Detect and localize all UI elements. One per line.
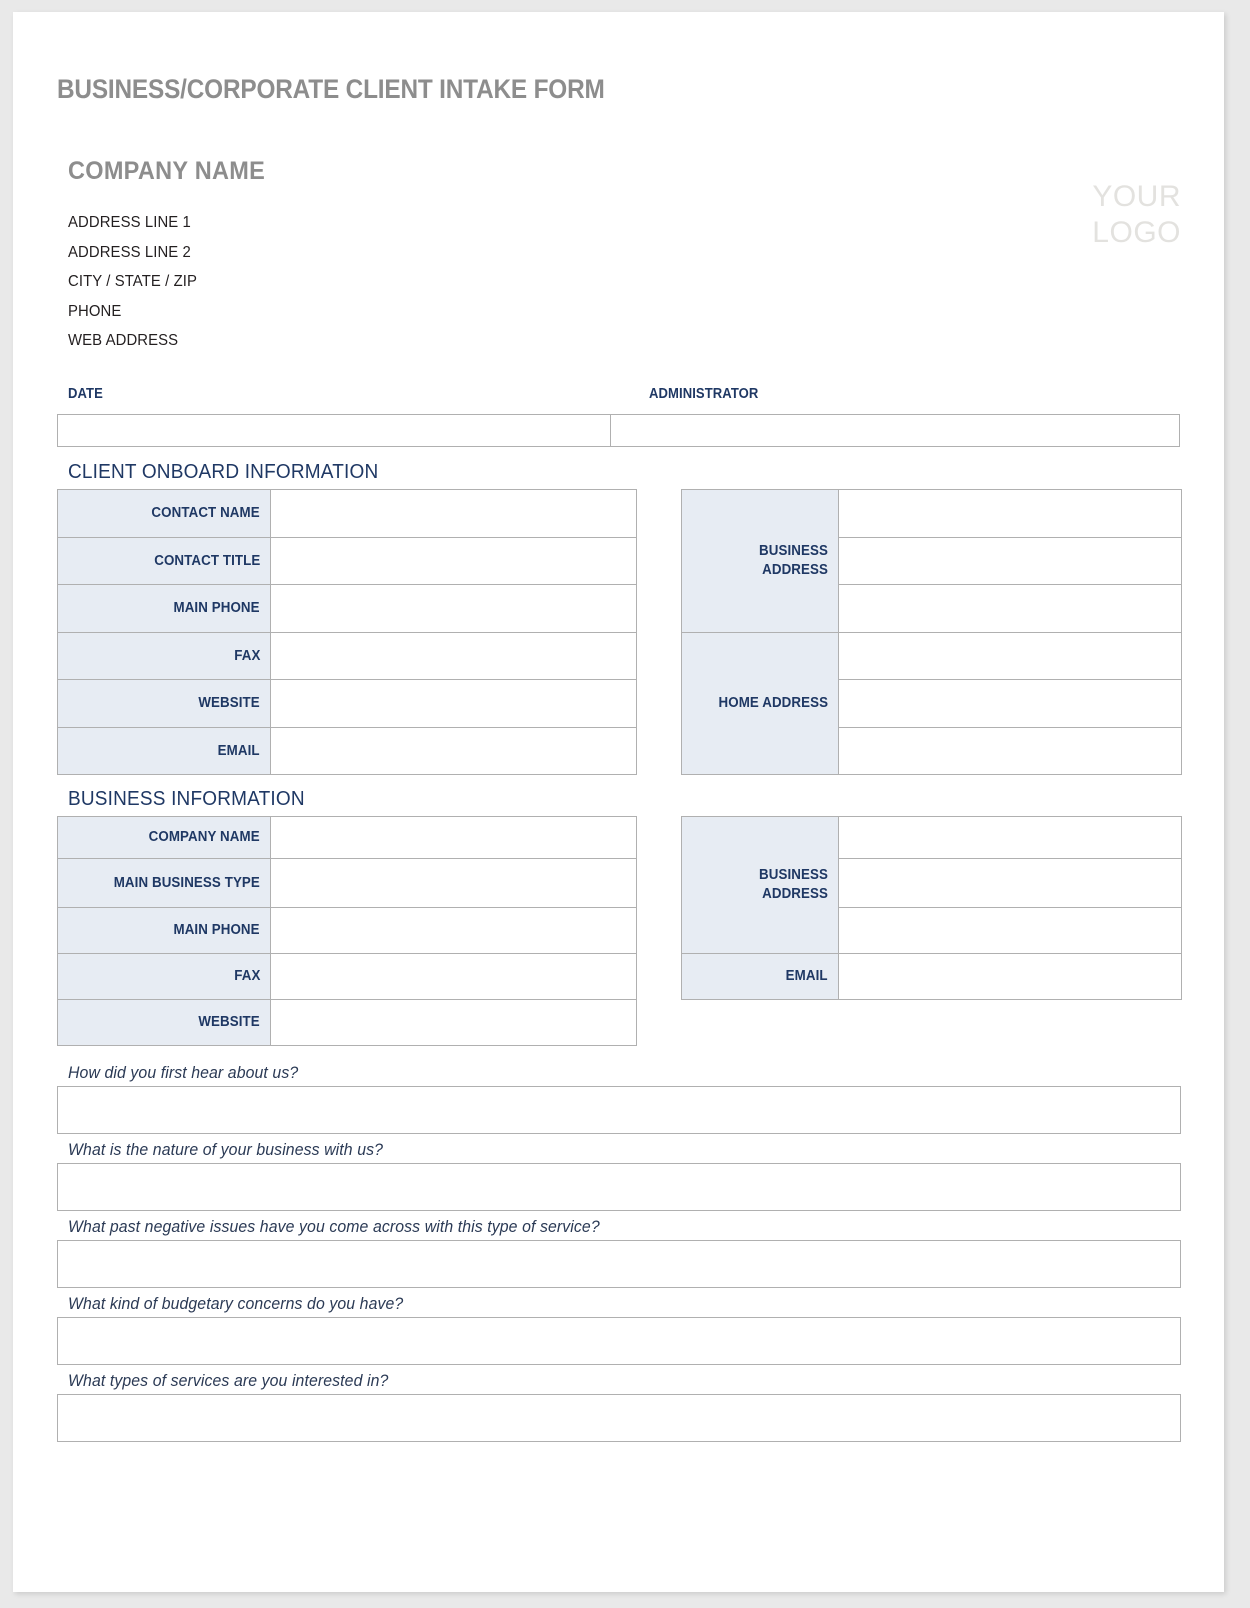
field-input-email[interactable] [270,727,637,775]
field-input-business-address-line-3[interactable] [838,584,1182,633]
table-gutter [636,727,681,774]
date-label: DATE [68,386,103,402]
field-input-home-address-line-2[interactable] [838,679,1182,728]
letterhead-block [57,157,1181,387]
field-input-main-business-type[interactable] [270,858,637,908]
question-label-how-did-you-hear: How did you first hear about us? [68,1064,299,1082]
table-gutter [636,489,681,537]
section-heading-business-information: BUSINESS INFORMATION [68,788,305,810]
field-label-main-phone: MAIN PHONE [57,584,271,633]
field-label-home-address: HOME ADDRESS [681,632,839,775]
question-label-budgetary-concerns: What kind of budgetary concerns do you have? [68,1295,404,1313]
field-input-email[interactable] [838,953,1182,1000]
field-input-fax[interactable] [270,953,637,1000]
table-gutter [636,999,681,1045]
section-heading-client-onboard: CLIENT ONBOARD INFORMATION [68,461,379,483]
logo-placeholder [1092,179,1181,251]
question-item [57,1218,1181,1288]
meta-row-labels [57,386,1181,408]
question-answer-how-did-you-hear[interactable] [57,1086,1181,1134]
question-item [57,1295,1181,1365]
company-name-placeholder: COMPANY NAME [68,157,266,185]
meta-row-fields [57,414,1181,447]
field-input-home-address-line-3[interactable] [838,727,1182,775]
table-gutter [636,858,681,907]
field-input-fax[interactable] [270,632,637,680]
page-content [57,74,1181,1442]
field-label-company-name: COMPANY NAME [57,816,271,859]
field-input-business-address-line-1[interactable] [838,489,1182,538]
page-title: BUSINESS/CORPORATE CLIENT INTAKE FORM [57,74,605,104]
field-label-fax: FAX [57,953,271,1000]
document-page [13,12,1224,1592]
field-input-contact-title[interactable] [270,537,637,585]
table-gutter [636,584,681,632]
question-label-services-interested-in: What types of services are you interested in? [68,1372,389,1390]
web-address-line: WEB ADDRESS [68,332,179,349]
field-input-website[interactable] [270,999,637,1046]
field-input-home-address-line-1[interactable] [838,632,1182,680]
field-input-business-address-line-2[interactable] [838,858,1182,908]
administrator-label: ADMINISTRATOR [649,386,759,402]
question-answer-nature-of-business[interactable] [57,1163,1181,1211]
question-item [57,1141,1181,1211]
logo-placeholder-line-2: LOGO [1092,216,1181,249]
table-gutter [636,679,681,727]
question-label-nature-of-business: What is the nature of your business with us? [68,1141,384,1159]
question-item [57,1064,1181,1134]
city-state-zip-line: CITY / STATE / ZIP [68,273,198,290]
question-answer-services-interested-in[interactable] [57,1394,1181,1442]
administrator-input[interactable] [610,414,1180,447]
table-gutter [636,907,681,953]
field-input-website[interactable] [270,679,637,728]
field-input-main-phone[interactable] [270,584,637,633]
field-label-contact-name: CONTACT NAME [57,489,271,538]
field-input-contact-name[interactable] [270,489,637,538]
phone-line: PHONE [68,302,122,320]
table-gutter [636,953,681,999]
logo-placeholder-line-1: YOUR [1092,180,1181,213]
client-onboard-table [57,489,1181,774]
field-input-business-address-line-2[interactable] [838,537,1182,585]
table-gutter [636,816,681,858]
question-item [57,1372,1181,1442]
field-label-website: WEBSITE [57,679,271,728]
table-empty-cell [838,999,1181,1045]
field-label-business-address: BUSINESS ADDRESS [681,489,839,633]
questions-section [57,1064,1181,1442]
table-gutter [636,632,681,679]
field-label-email: EMAIL [681,953,839,1000]
field-label-website: WEBSITE [57,999,271,1046]
field-label-main-phone: MAIN PHONE [57,907,271,954]
field-input-business-address-line-1[interactable] [838,816,1182,859]
field-label-business-address: BUSINESS ADDRESS [681,816,839,954]
field-label-email: EMAIL [57,727,271,775]
table-gutter [636,537,681,584]
field-label-fax: FAX [57,632,271,680]
business-information-table [57,816,1181,1045]
field-input-main-phone[interactable] [270,907,637,954]
field-input-company-name[interactable] [270,816,637,859]
field-label-main-business-type: MAIN BUSINESS TYPE [57,858,271,908]
table-empty-cell [681,999,838,1045]
address-line-2: ADDRESS LINE 2 [68,243,191,261]
address-line-1: ADDRESS LINE 1 [68,214,191,231]
question-answer-budgetary-concerns[interactable] [57,1317,1181,1365]
question-answer-past-negative-issues[interactable] [57,1240,1181,1288]
question-label-past-negative-issues: What past negative issues have you come across with this type of service? [68,1218,600,1236]
field-input-business-address-line-3[interactable] [838,907,1182,954]
date-input[interactable] [57,414,611,447]
field-label-contact-title: CONTACT TITLE [57,537,271,585]
